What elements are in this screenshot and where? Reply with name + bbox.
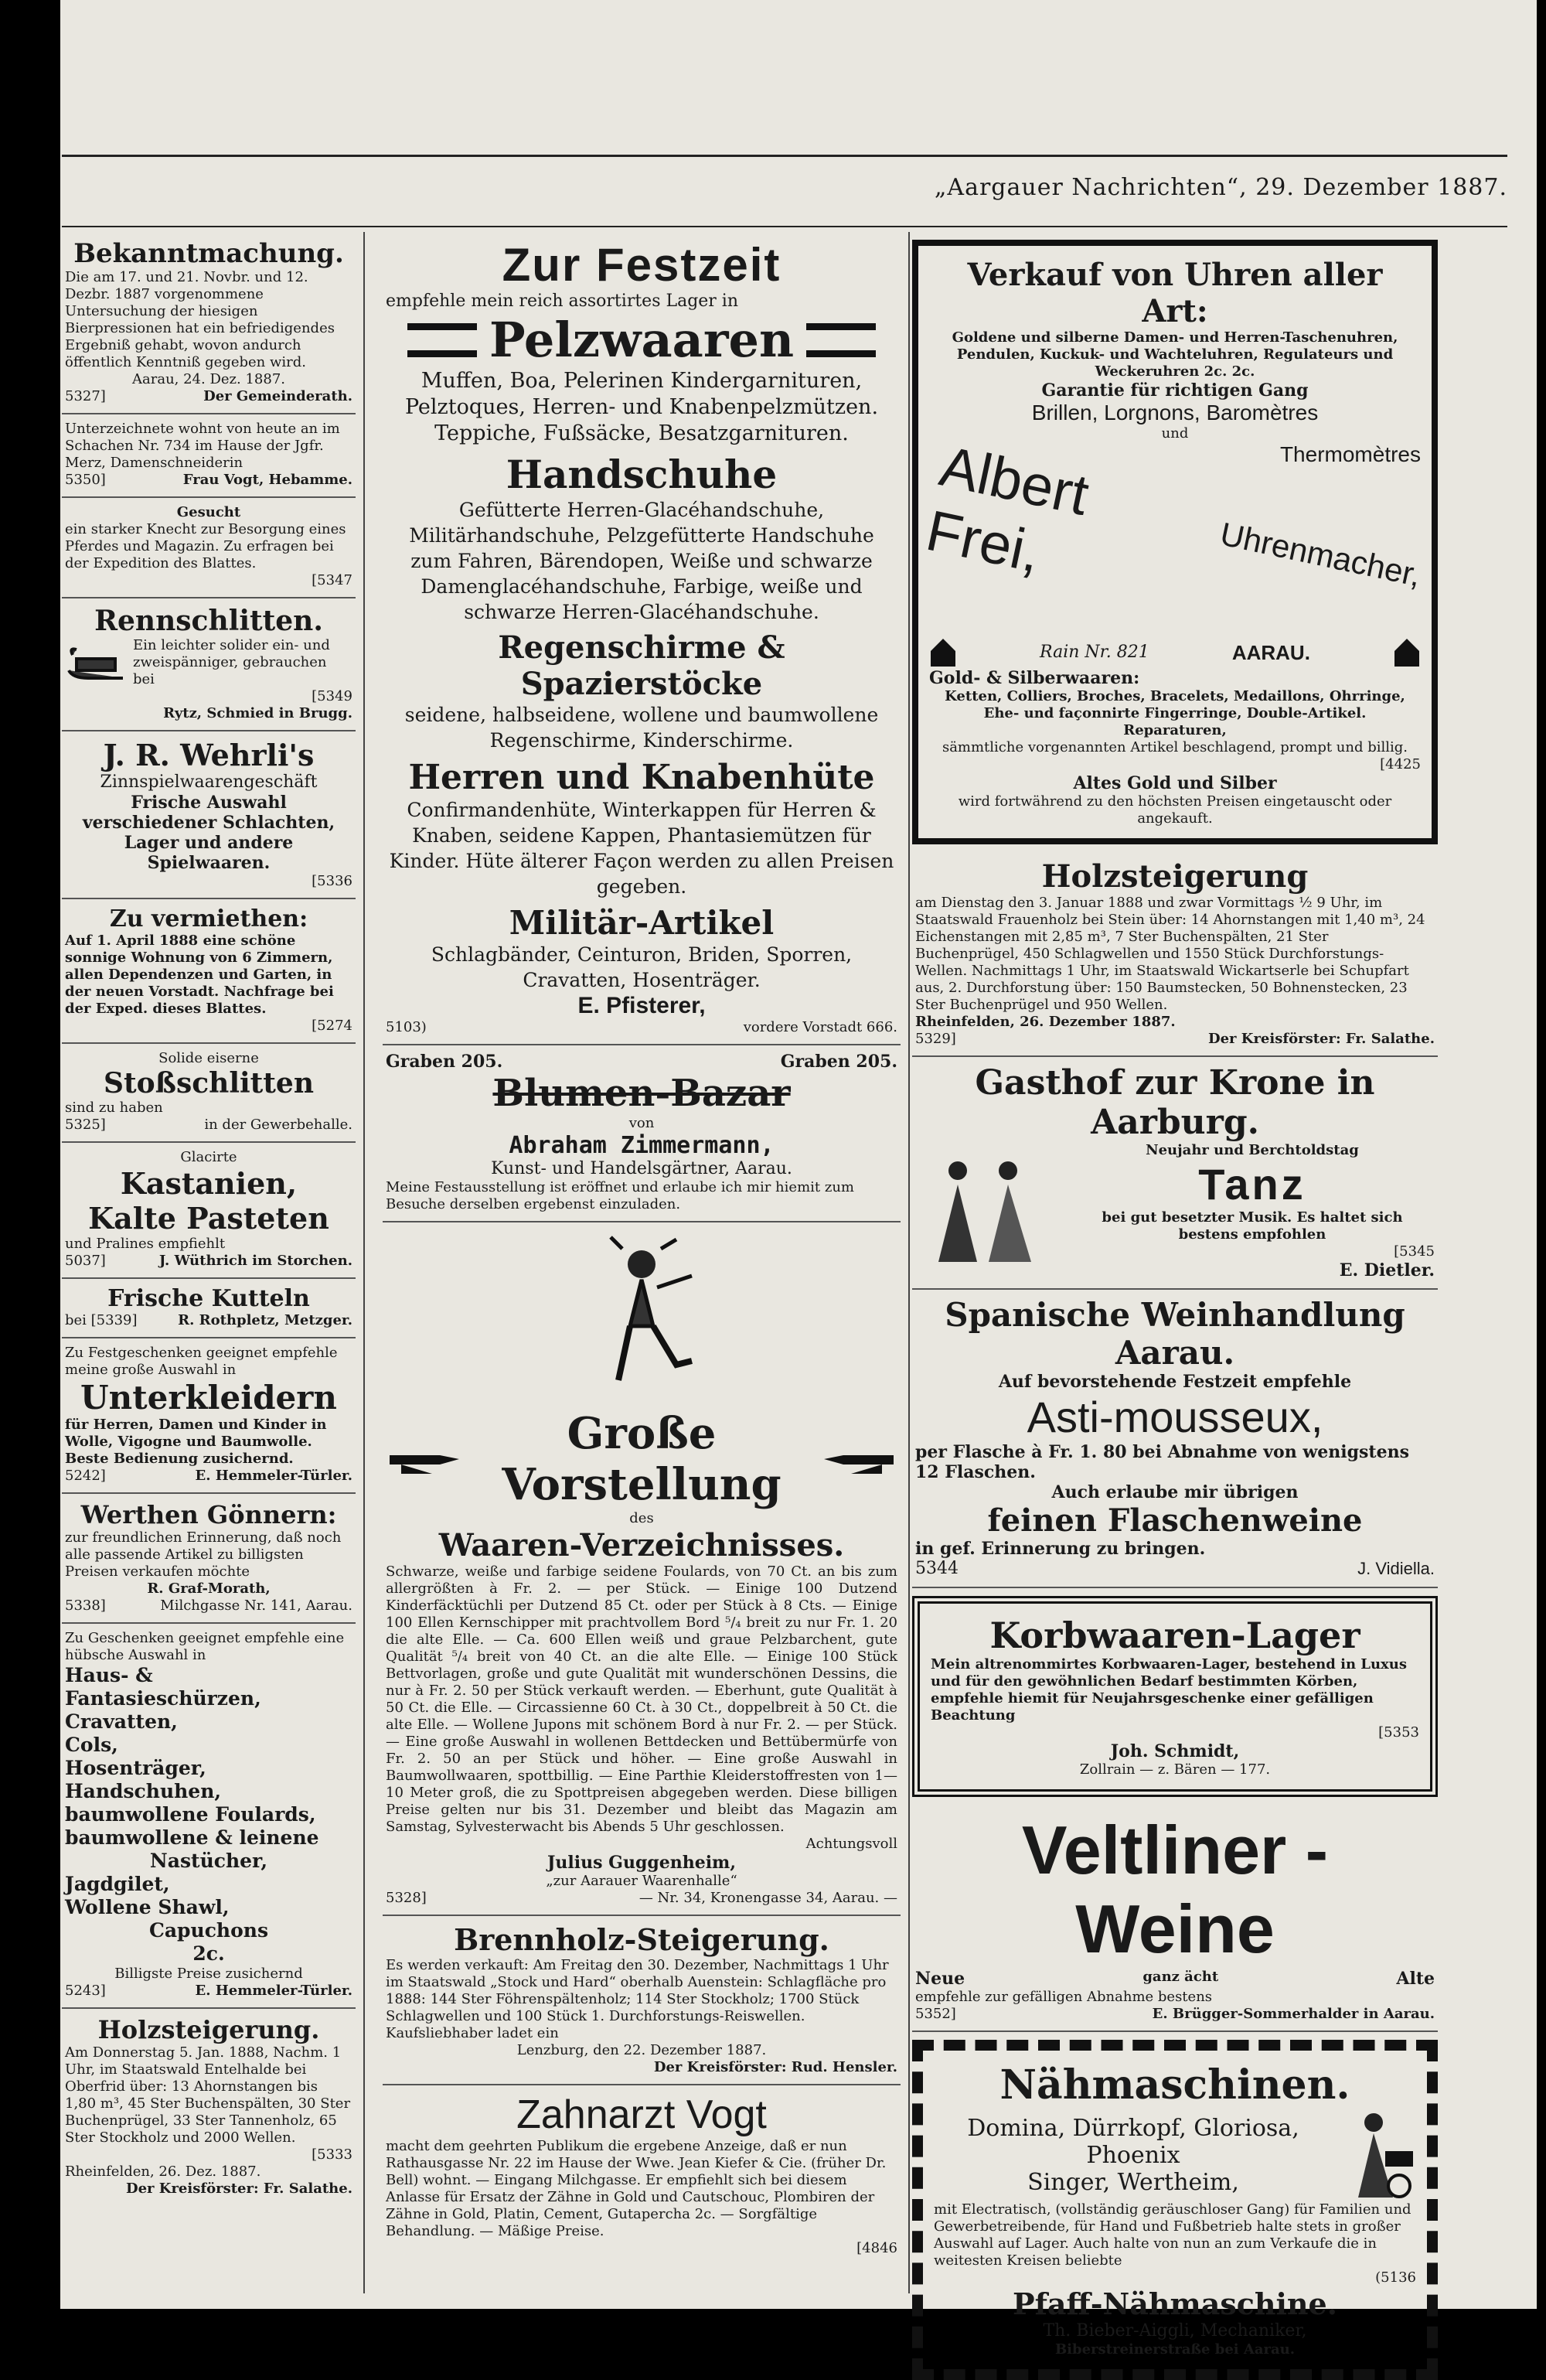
ad-sign: E. Hemmeler-Türler. xyxy=(195,1983,352,1999)
ad-title: Brennholz-Steigerung. xyxy=(454,1922,829,1957)
ad-garantie: Garantie für richtigen Gang xyxy=(1041,380,1309,401)
ad-body: Meine Festausstellung ist eröffnet und erlaube ich mir hiemit zum Besuche derselben ergebenst einzuladen. xyxy=(386,1179,854,1212)
ad-sign: E. Brügger-Sommerhalder in Aarau. xyxy=(1152,2006,1435,2022)
ad-ref: [5336 xyxy=(312,873,352,889)
list-item: Haus- & Fantasieschürzen, xyxy=(65,1664,261,1710)
ad-body: sind zu haben xyxy=(65,1100,163,1116)
ad-title: Veltliner - Weine xyxy=(1021,1812,1329,1967)
ad-ref: [5274 xyxy=(312,1018,352,1034)
ad-place-date: Rheinfelden, 26. Dez. 1887. xyxy=(65,2163,261,2180)
ad-intro: empfehle mein reich assortirtes Lager in xyxy=(386,292,739,311)
ad-sign: R. Rothpletz, Metzger. xyxy=(178,1312,352,1328)
ad-sign: Der Kreisförster: Rud. Hensler. xyxy=(653,2059,897,2075)
ad-sign: E. Dietler. xyxy=(1339,1260,1435,1280)
ad-sub: Neujahr und Berchtoldstag xyxy=(1146,1142,1359,1158)
ad-body: Unterzeichnete wohnt von heute an im Schachen Nr. 734 im Hause der Jgfr. Merz, Damenschneiderin xyxy=(65,421,340,471)
ad-name: Albert Frei, xyxy=(921,433,1095,585)
ad-heading-schirm: Regenschirme & Spazierstöcke xyxy=(498,629,785,702)
ad-rain: Rain Nr. 821 xyxy=(1040,643,1149,662)
ad-stossschlitten xyxy=(62,1044,356,1143)
ad-body: Goldene und silberne Damen- und Herren-Taschenuhren, Pendulen, Kuckuk- und Wachteluhren, Regulateurs und Weckeruhren 2c. 2c. xyxy=(952,329,1398,380)
ad-heading-huete: Herren und Knabenhüte xyxy=(408,758,875,797)
ad-rep-body: sämmtliche vorgenannten Artikel beschlagend, prompt und billig. xyxy=(942,739,1408,755)
ad-body-mil: Schlagbänder, Ceinturon, Briden, Sporren, Cravatten, Hosenträger. xyxy=(431,943,853,991)
ad-title-2: Kalte Pasteten xyxy=(88,1201,329,1236)
ad-body: Ein leichter solider ein- und zweispänniger, gebrauchen bei xyxy=(133,637,330,687)
ad-brennholz xyxy=(383,1916,901,2085)
ad-body: Schwarze, weiße und farbige seidene Foulards, von 70 Ct. an bis zum allergrößten à Fr. 2. — per Stück. — Einige 100 Dutzend Kinderfäcktüchli per Dutzend 85 Ct. oder per Stück à 8 Cts. — Einige 100 Ellen Kernschipper mit prachtvollem Bord ⁵/₄ breit zu nur Fr. 1. 20 die alte Elle. — Ca. 600 Ellen weiß und graue Pelzbarchent, gute Qualität ⁵/₄ breit von 40 Ct. an die alte Elle. — Einige 100 Stück Bettvorlagen, große und gute Qualität mit wunderschönen Dessins, die nur à Fr. 2. 50 per Stück verkauft werden. — Eberhunt, gute Qualität à 50 Ct. die Elle. — Circassienne 60 Ct. à 30 Ct., doppelbreit à 50 Ct. die alte Elle. — Wollene Jupons mit schönem Bord à nur Fr. 2. — per Stück. — Eine große Auswahl in wollenen Bettdecken und Bettübermürfe von Fr. 2. 50 an per Stück und höher. — Eine große Auswahl in Baumwollwaaren, spottbillig. — Eine Parthie Kleiderstoffresten von 1—10 Meter groß, die zu Spottpreisen abgegeben werden. Diese billigen Preise gelten nur bis 31. Dezember und bleibt das Magazin am Samstag, Sylvesterwacht bis Abends 5 Uhr geschlossen. xyxy=(386,1563,897,1835)
ad-altes-body: wird fortwährend zu den höchsten Preisen eingetauscht oder angekauft. xyxy=(958,793,1392,827)
list-item: Jagdgilet, xyxy=(65,1873,170,1895)
ad-addr: Biberstreinerstraße bei Aarau. xyxy=(1054,2341,1296,2358)
list-item: Cravatten, xyxy=(65,1710,178,1733)
ad-naehmaschinen xyxy=(912,2040,1438,2380)
ad-zahnarzt xyxy=(383,2085,901,2265)
ad-title: Kastanien, xyxy=(120,1166,298,1201)
ad-body: und Pralines empfiehlt xyxy=(65,1236,226,1252)
ad-title: Stoßschlitten xyxy=(103,1067,315,1100)
ad-sign: J. Wüthrich im Storchen. xyxy=(158,1253,352,1269)
list-item: Hosenträger, xyxy=(65,1757,206,1779)
ad-closing: Achtungsvoll xyxy=(805,1836,897,1852)
ad-addr: Milchgasse Nr. 141, Aarau. xyxy=(160,1597,352,1614)
ad-pfaff: Pfaff-Nähmaschine. xyxy=(1013,2286,1337,2321)
ad-body: macht dem geehrten Publikum die ergebene Anzeige, daß er nun Rathausgasse Nr. 22 im Hause der Wwe. Jean Kiefer & Cie. (früher Dr. Bell) wohnt. — Eingang Milchgasse. Er empfiehlt sich bei diesem Anlasse für Ersatz der Zähne in Gold und Cautschouc, Plombiren der Zähne in Gold, Platin, Cement, Gutapercha 2c. — Sorgfältige Behandlung. — Mäßige Preise. xyxy=(386,2138,887,2239)
ad-uhren xyxy=(912,240,1438,844)
column-left xyxy=(62,232,365,2293)
ad-body: mit Electratisch, (vollständig geräuschloser Gang) für Familien und Gewerbetreibende, für Hand und Fußbetrieb halte stets in großer Auswahl auf Lager. Auch halte von nun an zum Verkaufe die in weitesten Kreisen beliebte xyxy=(934,2201,1411,2269)
ad-mid: ganz ächt xyxy=(1142,1969,1219,1985)
ad-place-date: Aarau, 24. Dez. 1887. xyxy=(132,371,285,387)
ad-ref: 5243] xyxy=(65,1983,106,1999)
ad-ref: 5325] xyxy=(65,1117,106,1133)
ad-holzsteigerung-right xyxy=(912,852,1438,1057)
ad-ref: 5328] xyxy=(386,1890,427,1906)
ad-ref: [4846 xyxy=(856,2240,897,2256)
ad-veltliner xyxy=(912,1805,1438,2032)
ad-sign: J. Vidiella. xyxy=(1357,1559,1435,1578)
ad-body-schirm: seidene, halbseidene, wollene und baumwollene Regenschirme, Kinderschirme. xyxy=(404,704,879,752)
double-bar-right xyxy=(806,323,876,357)
ad-body: für Herren, Damen und Kinder in Wolle, Vigogne und Baumwolle. Beste Bedienung zusichernd. xyxy=(65,1417,327,1467)
ad-altes: Altes Gold und Silber xyxy=(1073,773,1277,793)
ad-geschenken xyxy=(62,1624,356,2009)
ad-title: Bekanntmachung. xyxy=(73,238,344,269)
ad-pre: Glacirte xyxy=(180,1149,237,1165)
ad-alte: Alte xyxy=(1396,1969,1435,1989)
ad-subtitle: Waaren-Verzeichnisses. xyxy=(438,1527,845,1563)
ad-sign: Der Gemeinderath. xyxy=(203,388,352,404)
ad-address-left: Graben 205. xyxy=(386,1052,503,1072)
ad-tanz: Tanz xyxy=(1198,1160,1306,1209)
ad-festzeit xyxy=(383,232,901,1045)
ad-place-date: Rheinfelden, 26. Dezember 1887. xyxy=(915,1014,1176,1030)
ad-sign: Der Kreisförster: Fr. Salathe. xyxy=(1207,1031,1435,1047)
list-item: baumwollene & leinene xyxy=(65,1826,319,1849)
ad-addr: Zollrain — z. Bären — 177. xyxy=(1079,1761,1271,1778)
ad-pre: Zu Geschenken geeignet empfehle eine hübsche Auswahl in xyxy=(65,1630,345,1663)
ad-knecht xyxy=(62,498,356,598)
ad-blumen-bazar xyxy=(383,1045,901,1222)
ad-body: zur freundlichen Erinnerung, daß noch alle passende Artikel zu billigsten Preisen verkaufen möchte xyxy=(65,1529,342,1580)
ad-sign: Joh. Schmidt, xyxy=(1110,1741,1240,1761)
ad-end: in gef. Erinnerung zu bringen. xyxy=(915,1539,1206,1559)
ad-intro: Auf bevorstehende Festzeit empfehle xyxy=(998,1372,1352,1392)
ad-ref: (5136 xyxy=(1375,2269,1416,2286)
ad-krone xyxy=(912,1057,1438,1290)
ad-body-huete: Confirmandenhüte, Winterkappen für Herren & Knaben, seidene Kappen, Phantasiemützen für Kinder. Hüte älterer Façon werden zu allen Preisen gegeben. xyxy=(389,799,894,898)
ad-spanische-weinhandlung xyxy=(912,1290,1438,1588)
ad-brands: Domina, Dürrkopf, Gloriosa, Phoenix xyxy=(967,2114,1299,2169)
sled-icon xyxy=(65,643,127,682)
ad-ref: 5344 xyxy=(915,1559,959,1578)
ad-title: J. R. Wehrli's xyxy=(103,738,315,772)
ad-wehrli xyxy=(62,731,356,899)
ad-body: Die am 17. und 21. Novbr. und 12. Dezbr. 1887 vorgenommene Untersuchung der hiesigen Bierpressionen hat ein befriedigendes Ergebniß gehabt, wovon andurch öffentlich Kenntniß gegeben wird. xyxy=(65,269,335,370)
ad-title: Unterkleidern xyxy=(80,1379,337,1417)
header-rule-bottom xyxy=(62,226,1507,227)
jester-illustration-icon xyxy=(576,1233,707,1403)
ad-bekanntmachung xyxy=(62,232,356,414)
ad-body: Am Donnerstag 5. Jan. 1888, Nachm. 1 Uhr, im Staatswald Entelhalde bei Oberfrid über: 13 Ahornstangen bis 1,80 m³, 45 Ster Buchenspälten, 30 Ster Buchenprügel, 33 Ster Tannenholz, 65 Ster Stockholz und 2000 Wellen. xyxy=(65,2044,351,2146)
ad-title: Werthen Gönnern: xyxy=(80,1500,337,1529)
ad-ref: 5242] xyxy=(65,1468,106,1484)
ad-ref: 5352] xyxy=(915,2006,956,2022)
ad-also: Auch erlaube mir übrigen xyxy=(1051,1482,1299,1502)
ad-vermiethen xyxy=(62,899,356,1044)
ad-sign: Julius Guggenheim, xyxy=(547,1853,736,1873)
sewing-woman-illustration-icon xyxy=(1339,2109,1416,2201)
ad-fine: feinen Flaschenweine xyxy=(987,1502,1363,1539)
list-item: Nastücher, xyxy=(149,1850,268,1872)
ad-heading-hand: Handschuhe xyxy=(506,452,778,497)
ad-wine: Asti-mousseux, xyxy=(1027,1393,1323,1441)
ad-city: AARAU. xyxy=(1231,640,1310,664)
ad-sign: Rytz, Schmied in Brugg. xyxy=(163,705,352,721)
pointing-hand-left-icon xyxy=(812,1440,897,1478)
ad-body-hand: Gefütterte Herren-Glacéhandschuhe, Militärhandschuhe, Pelzgefütterte Handschuhe zum Fahren, Bärendopen, Weiße und schwarze Damenglacéhandschuhe, Farbige, weiße und schwarze Herren-Glacéhandschuhe. xyxy=(409,499,874,623)
ad-rep: Reparaturen, xyxy=(1123,722,1227,738)
ad-title: Gasthof zur Krone in Aarburg. xyxy=(975,1063,1375,1142)
ad-gold-body: Ketten, Colliers, Broches, Bracelets, Medaillons, Ohrringe, Ehe- und façonnirte Fingerringe, Double-Artikel. xyxy=(945,688,1405,721)
list-item: 2c. xyxy=(192,1942,225,1965)
ad-ref: [5345 xyxy=(1394,1243,1435,1260)
ad-neue: Neue xyxy=(915,1969,965,1989)
double-bar-left xyxy=(407,323,477,357)
ad-title: Zu vermiethen: xyxy=(109,905,308,933)
ad-und: und xyxy=(1161,425,1189,442)
ad-sign-2: „zur Aarauer Waarenhalle“ xyxy=(546,1873,737,1889)
ad-goennern xyxy=(62,1494,356,1624)
ad-body: Auf 1. April 1888 eine schöne sonnige Wohnung von 6 Zimmern, allen Dependenzen und Garten, in der neuen Vorstadt. Nachfrage bei der Exped. dieses Blattes. xyxy=(65,933,334,1017)
ad-address-right: Graben 205. xyxy=(780,1052,897,1072)
ad-title: Verkauf von Uhren aller Art: xyxy=(967,257,1383,329)
column-right xyxy=(904,232,1438,2358)
ad-body-pelz: Muffen, Boa, Pelerinen Kindergarnituren, Pelztoques, Herren- und Knabenpelzmützen. Teppiche, Fußsäcke, Besatzgarnituren. xyxy=(404,369,879,445)
ad-title: Blumen-Bazar xyxy=(492,1072,791,1115)
ad-hebamme xyxy=(62,414,356,498)
ad-title: Korbwaaren-Lager xyxy=(989,1615,1360,1656)
ad-body: am Dienstag den 3. Januar 1888 und zwar Vormittags ½ 9 Uhr, im Staatswald Frauenholz bei Stein über: 14 Ahornstangen mit 1,40 m³, 24 Eichenstangen mit 2,85 m³, 7 Ster Buchenspälten, 21 Ster Buchenprügel, 450 Schlagwellen und 1550 Stück Durchforstungs-Wellen. Nachmittags 1 Uhr, im Staatswald Wickartserle bei Schupfart aus, 2. Durchforstung über: 150 Baumstecken, 50 Bohnenstecken, 23 Ster Buchenprügel und 950 Wellen. xyxy=(915,895,1425,1013)
ad-sign: Der Kreisförster: Fr. Salathe. xyxy=(125,2181,352,2197)
header-rule xyxy=(62,155,1507,157)
ad-title: Spanische Weinhandlung Aarau. xyxy=(945,1296,1405,1372)
ad-title: Zahnarzt Vogt xyxy=(516,2092,767,2137)
ad-body: Billigste Preise zusichernd xyxy=(114,1966,303,1982)
ad-pre: Solide eiserne xyxy=(158,1050,259,1066)
ad-body: ein starker Knecht zur Besorgung eines Pferdes und Magazin. Zu erfragen bei der Expedition des Blattes. xyxy=(65,521,346,571)
ad-title: Holzsteigerung. xyxy=(97,2015,320,2044)
ad-holzsteigerung-left xyxy=(62,2009,356,2205)
ad-des: des xyxy=(629,1510,654,1526)
ad-gold: Gold- & Silberwaaren: xyxy=(929,668,1140,688)
ad-korbwaaren xyxy=(912,1596,1438,1797)
ad-ref: 5338] xyxy=(65,1597,106,1614)
list-item: Capuchons xyxy=(148,1919,269,1942)
ad-title: Nähmaschinen. xyxy=(999,2061,1350,2109)
ad-grosse-vorstellung xyxy=(383,1222,901,1916)
ad-name: Abraham Zimmermann, xyxy=(509,1132,775,1159)
ad-trade: Uhrenmacher, xyxy=(1217,515,1425,594)
ad-brands-2: Singer, Wertheim, xyxy=(1027,2168,1239,2196)
ad-addr: vordere Vorstadt 666. xyxy=(743,1019,897,1035)
ad-ref: 5327] xyxy=(65,388,106,404)
ad-title: Zur Festzeit xyxy=(502,239,782,291)
ad-title: Holzsteigerung xyxy=(1041,858,1309,895)
list-item: Wollene Shawl, xyxy=(65,1896,230,1918)
list-item: baumwollene Foulards, xyxy=(65,1803,316,1826)
ad-head: Gesucht xyxy=(176,504,241,520)
ad-ref: [5349 xyxy=(312,688,352,704)
ad-brillen: Brillen, Lorgnons, Baromètres xyxy=(1031,401,1319,425)
ad-subtitle: Zinnspielwaarengeschäft xyxy=(100,772,318,792)
ad-body: per Flasche à Fr. 1. 80 bei Abnahme von wenigstens 12 Flaschen. xyxy=(915,1442,1409,1482)
ad-addr: — Nr. 34, Kronengasse 34, Aarau. — xyxy=(638,1890,897,1906)
ad-sign: Th. Bieber-Aiggli, Mechaniker, xyxy=(1043,2321,1307,2341)
ad-title: Rennschlitten. xyxy=(94,605,323,637)
page-header: „Aargauer Nachrichten“, 29. Dezember 1887. xyxy=(934,174,1507,201)
ad-rennschlitten xyxy=(62,598,356,731)
ad-kastanien xyxy=(62,1143,356,1279)
ad-title: Frische Kutteln xyxy=(107,1285,310,1312)
pointing-hand-right-icon xyxy=(386,1440,471,1478)
ad-ref: [5353 xyxy=(1378,1724,1419,1741)
ad-heading-mil: Militär-Artikel xyxy=(509,904,775,942)
ad-sign: Frau Vogt, Hebamme. xyxy=(182,472,352,488)
ad-trade: Kunst- und Handelsgärtner, Aarau. xyxy=(491,1159,792,1178)
dancing-couple-illustration-icon xyxy=(915,1154,1062,1270)
column-middle xyxy=(375,232,910,2293)
ad-body: Frische Auswahl verschiedener Schlachten, Lager und andere Spielwaaren. xyxy=(82,793,335,873)
ad-pre: Zu Festgeschenken geeignet empfehle meine große Auswahl in xyxy=(65,1345,338,1378)
ad-place-date: Lenzburg, den 22. Dezember 1887. xyxy=(516,2042,767,2058)
ad-thermo: Thermomètres xyxy=(1279,442,1421,466)
ad-body: empfehle zur gefälligen Abnahme bestens xyxy=(915,1989,1213,2005)
list-item: Cols, xyxy=(65,1734,118,1756)
ad-kutteln xyxy=(62,1279,356,1338)
ad-ref: [4425 xyxy=(1380,756,1421,772)
ad-sign: in der Gewerbehalle. xyxy=(204,1117,352,1133)
list-item: Handschuhen, xyxy=(65,1780,222,1802)
ad-ref: bei [5339] xyxy=(65,1312,138,1328)
ad-heading-pelz: Pelzwaaren xyxy=(489,312,795,368)
house-icon xyxy=(929,637,957,668)
ad-ref: 5103) xyxy=(386,1019,427,1035)
ad-ref: [5333 xyxy=(312,2146,352,2163)
ad-title: Große Vorstellung xyxy=(502,1408,782,1510)
ad-sign: E. Pfisterer, xyxy=(577,993,706,1018)
ad-sign: R. Graf-Morath, xyxy=(147,1580,271,1597)
ad-unterkleidern xyxy=(62,1338,356,1494)
ad-sign: E. Hemmeler-Türler. xyxy=(195,1468,352,1484)
ad-ref: [5347 xyxy=(312,572,352,588)
ad-ref: 5350] xyxy=(65,472,106,488)
ad-ref: 5037] xyxy=(65,1253,106,1269)
ad-body: Es werden verkauft: Am Freitag den 30. Dezember, Nachmittags 1 Uhr im Staatswald „Stock und Hard“ oberhalb Auenstein: Schlagfläche pro 1888: 144 Ster Föhrenspältenholz; 114 Ster Stockholz; 1700 Stück Schlagwellen und 100 Stück 1. Durchforstungs-Reiswellen. Kaufsliebhaber ladet ein xyxy=(386,1957,889,2041)
ad-body: bei gut besetzter Musik. Es haltet sich bestens empfohlen xyxy=(1102,1209,1403,1243)
ad-body: Mein altrenommirtes Korbwaaren-Lager, bestehend in Luxus und für den gewöhnlichen Bedarf bestimmten Körben, empfehle hiemit für Neujahrsgeschenke einer gefälligen Beachtung xyxy=(931,1656,1407,1724)
ad-von: von xyxy=(628,1115,655,1131)
ad-ref: 5329] xyxy=(915,1031,956,1047)
